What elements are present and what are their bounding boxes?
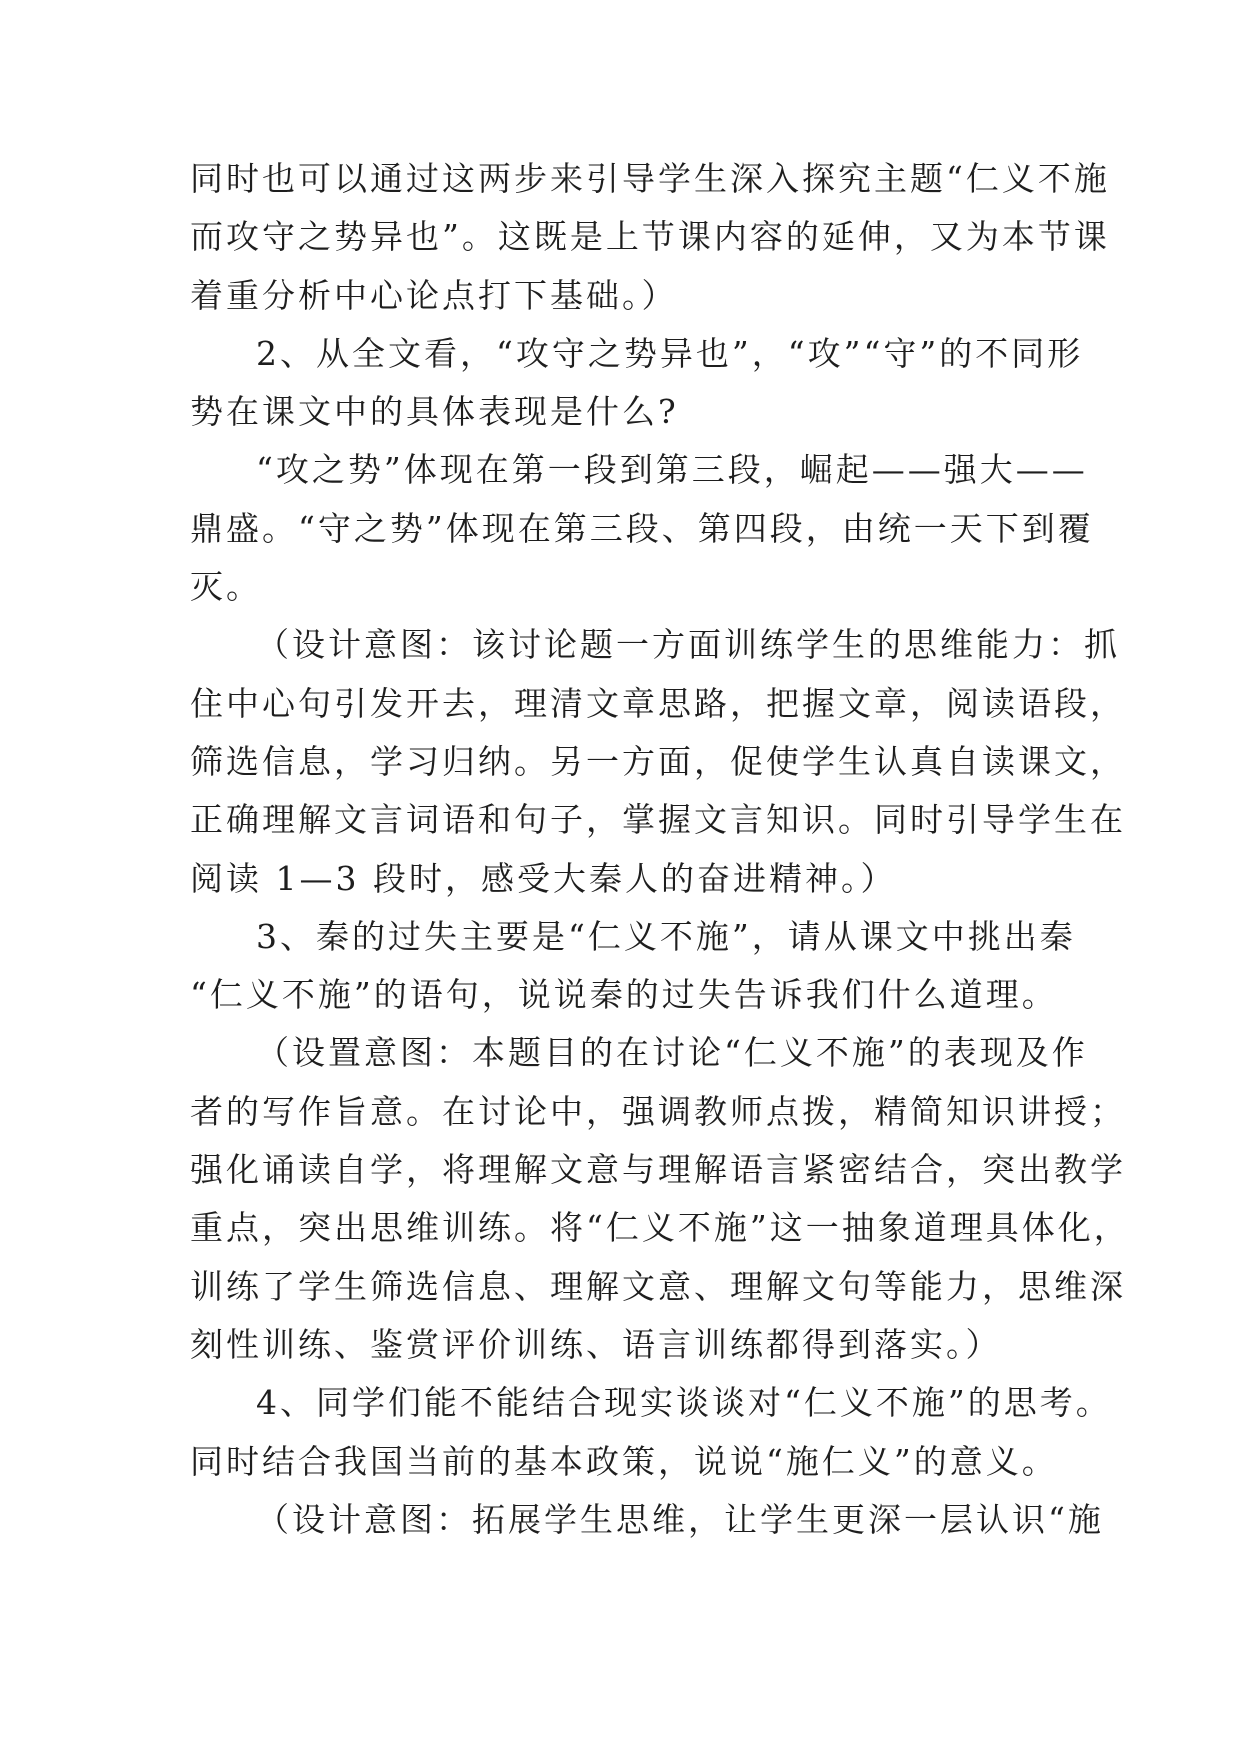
text-line: 阅读 1—3 段时，感受大秦人的奋进精神。） bbox=[190, 858, 897, 898]
text-line: 住中心句引发开去，理清文章思路，把握文章，阅读语段， bbox=[190, 683, 1126, 723]
text-line: 同时结合我国当前的基本政策，说说“施仁义”的意义。 bbox=[190, 1441, 1058, 1481]
text-line: （设计意图：该讨论题一方面训练学生的思维能力：抓 bbox=[256, 625, 1120, 665]
text-line: “仁义不施”的语句，说说秦的过失告诉我们什么道理。 bbox=[190, 975, 1058, 1015]
text-line: 者的写作旨意。在讨论中，强调教师点拨，精简知识讲授； bbox=[190, 1091, 1126, 1131]
text-line: 筛选信息，学习归纳。另一方面，促使学生认真自读课文， bbox=[190, 741, 1126, 781]
text-line: 2、从全文看，“攻守之势异也”，“攻”“守”的不同形 bbox=[256, 333, 1084, 373]
text-line: （设计意图：拓展学生思维，让学生更深一层认识“施 bbox=[256, 1499, 1104, 1539]
text-line: 势在课文中的具体表现是什么? bbox=[190, 392, 679, 432]
body-text bbox=[190, 150, 1130, 1549]
text-line: 3、秦的过失主要是“仁义不施”，请从课文中挑出秦 bbox=[256, 916, 1076, 956]
text-line: 鼎盛。“守之势”体现在第三段、第四段，由统一天下到覆 bbox=[190, 508, 1094, 548]
text-line: 灭。 bbox=[190, 567, 262, 607]
text-line: 4、同学们能不能结合现实谈谈对“仁义不施”的思考。 bbox=[256, 1383, 1112, 1423]
text-line: 而攻守之势异也”。这既是上节课内容的延伸，又为本节课 bbox=[190, 217, 1110, 257]
text-line: 重点，突出思维训练。将“仁义不施”这一抽象道理具体化， bbox=[190, 1208, 1130, 1248]
text-line: 同时也可以通过这两步来引导学生深入探究主题“仁义不施 bbox=[190, 159, 1110, 198]
text-line: 正确理解文言词语和句子，掌握文言知识。同时引导学生在 bbox=[190, 800, 1126, 840]
text-line: 刻性训练、鉴赏评价训练、语言训练都得到落实。） bbox=[190, 1324, 1002, 1364]
text-line: 强化诵读自学，将理解文意与理解语言紧密结合，突出教学 bbox=[190, 1150, 1126, 1190]
text-line: “攻之势”体现在第一段到第三段，崛起——强大—— bbox=[256, 450, 1088, 490]
text-line: （设置意图：本题目的在讨论“仁义不施”的表现及作 bbox=[256, 1033, 1088, 1073]
text-line: 训练了学生筛选信息、理解文意、理解文句等能力，思维深 bbox=[190, 1266, 1126, 1306]
text-line: 着重分析中心论点打下基础。） bbox=[190, 275, 678, 315]
